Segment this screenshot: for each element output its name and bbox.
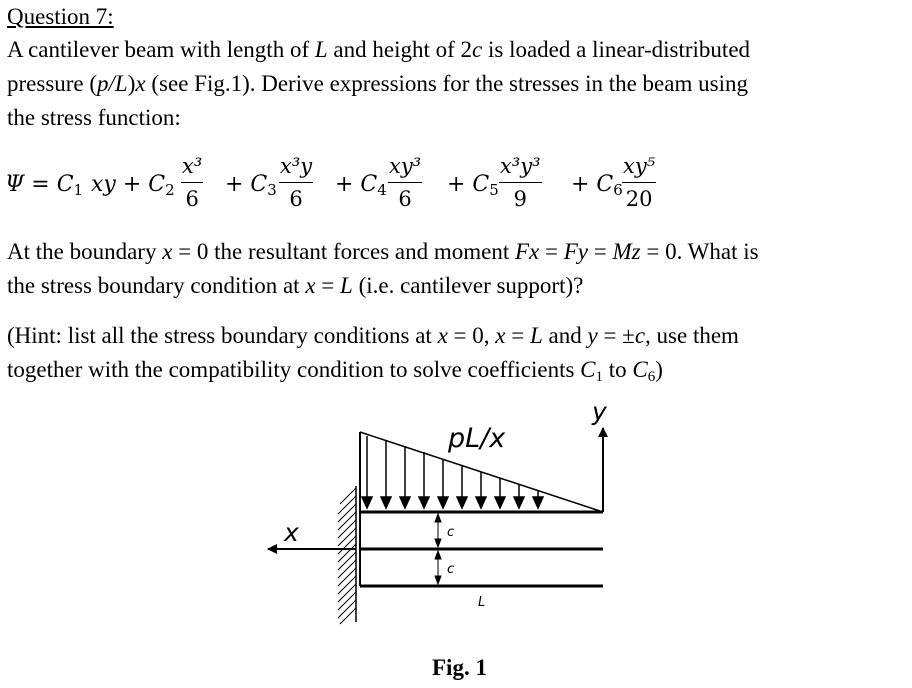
question-heading: Question 7:	[7, 4, 114, 29]
y-axis-label: y	[592, 397, 607, 426]
problem-statement-line-2: pressure (p/L)x (see Fig.1). Derive expressions for the stresses in the beam using	[7, 71, 748, 96]
length-label: L	[478, 595, 486, 610]
fraction-term-6: xy⁵ 20	[623, 154, 656, 211]
equation-term-3: + $C_3$	[225, 172, 277, 199]
half-height-label-top: c	[447, 525, 455, 540]
equation-lhs: $\Psi = C_1$	[5, 172, 84, 199]
equation-term-6: + $C_6$	[571, 172, 623, 199]
fixed-support-hatching	[338, 486, 356, 624]
fraction-term-2: x³ 6	[182, 154, 203, 211]
problem-statement-line-3: the stress function:	[7, 105, 181, 130]
figure-caption: Fig. 1	[432, 655, 487, 680]
boundary-statement-line-1: At the boundary x = 0 the resultant forces and moment Fx = Fy = Mz = 0. What is	[7, 239, 759, 264]
equation-term-5: + $C_5$	[447, 172, 499, 199]
fraction-term-4: xy³ 6	[389, 154, 422, 211]
equation-term-4: + $C_4$	[335, 172, 387, 199]
x-axis-label: x	[284, 518, 299, 547]
hint-line-1: (Hint: list all the stress boundary conditions at x = 0, x = L and y = ±c, use them	[7, 323, 739, 348]
fraction-term-3: x³y 6	[280, 154, 313, 211]
boundary-statement-line-2: the stress boundary condition at x = L (i.e. cantilever support)?	[7, 273, 584, 298]
fraction-term-5: x³y³ 9	[500, 154, 541, 211]
problem-statement-line-1: A cantilever beam with length of L and height of 2c is loaded a linear-distributed	[7, 37, 751, 62]
beam-body	[360, 432, 603, 586]
load-label: pL/x	[448, 423, 506, 454]
hint-line-2: together with the compatibility condition to solve coefficients $C_1$ to $C_6$)	[7, 357, 663, 385]
half-height-label-bottom: c	[447, 562, 455, 577]
equation-term-1: xy + $C_2$	[91, 172, 175, 199]
